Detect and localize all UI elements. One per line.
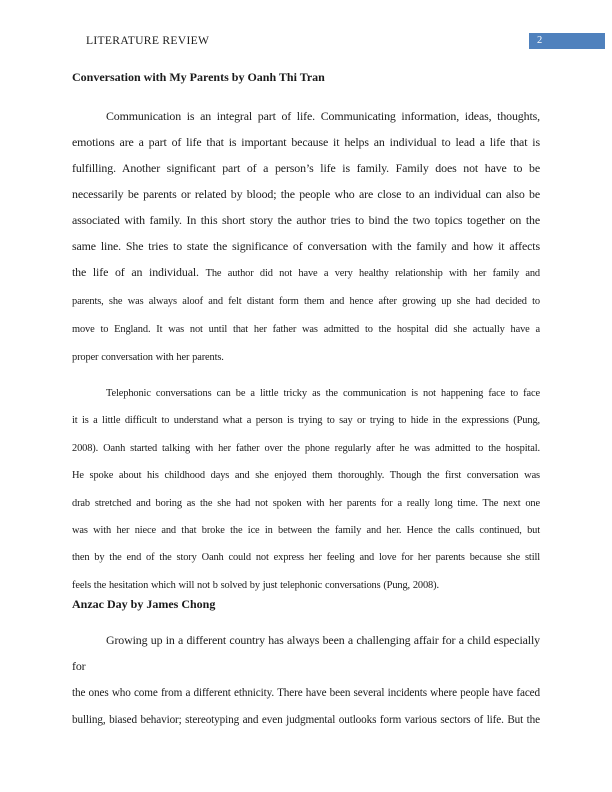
text-line: [72, 434, 540, 461]
text-segment: associated with family. In this short story the author tries to bind the two topics together on the: [72, 213, 540, 227]
text-line: [72, 207, 540, 233]
running-head: LITERATURE REVIEW: [86, 34, 210, 47]
page-number-box: [529, 33, 605, 49]
text-segment: Telephonic conversations can be a little tricky as the communication is not happening face to face: [106, 388, 540, 399]
text-line: [72, 706, 540, 733]
text-segment: drab stretched and boring as the she had not spoken with her parents for a really long time. The next one: [72, 497, 540, 509]
text-segment: move to England. It was not until that her father was admitted to the hospital did she actually have a: [72, 324, 540, 335]
text-line: [72, 679, 540, 706]
text-segment: parents, she was always aloof and felt distant form them and hence after growing up she had decided to: [72, 296, 540, 307]
text-segment: Growing up in a different country has always been a challenging affair for a child especially for: [72, 633, 540, 673]
text-line: [72, 315, 540, 343]
text-segment: then by the end of the story Oanh could not express her feeling and love for her parents because she still: [72, 552, 540, 564]
text-line: [72, 627, 540, 679]
paragraph: [72, 627, 540, 733]
text-line: [72, 489, 540, 516]
text-segment: was with her niece and that broke the ice in between the family and her. Hence the calls continued, but: [72, 525, 540, 537]
text-line: [72, 129, 540, 155]
text-segment: Communication is an integral part of life. Communicating information, ideas, thoughts,: [106, 109, 540, 123]
text-line: [72, 343, 540, 371]
text-segment: fulfilling. Another significant part of a person’s life is family. Family does not have to be: [72, 161, 540, 175]
section-heading: Anzac Day by James Chong: [72, 597, 216, 611]
text-segment: same line. She tries to state the significance of conversation with the family and how it affects: [72, 239, 540, 253]
text-segment: necessarily be parents or related by blood; the people who are close to an individual can also be: [72, 187, 540, 201]
text-segment: bulling, biased behavior; stereotyping and even judgmental outlooks form various sectors of life. But the: [72, 714, 540, 726]
text-segment: emotions are a part of life that is important because it helps an individual to lead a life that is: [72, 135, 540, 149]
text-segment: it is a little difficult to understand what a person is trying to say or trying to hide in the expressions (Pung,: [72, 415, 540, 427]
text-segment: the life of an individual.: [72, 265, 206, 279]
text-segment: proper conversation with her parents.: [72, 352, 224, 363]
text-line: [72, 181, 540, 207]
paragraph: [72, 103, 540, 371]
text-line: [72, 103, 540, 129]
paragraph: [72, 379, 540, 598]
text-line: [72, 233, 540, 259]
text-line: [72, 543, 540, 570]
text-segment: the ones who come from a different ethnicity. There have been several incidents where people have faced: [72, 687, 540, 699]
text-line: [72, 155, 540, 181]
text-line: [72, 287, 540, 315]
text-line: [72, 259, 540, 287]
section-heading: Conversation with My Parents by Oanh Thi Tran: [72, 70, 325, 84]
text-line: [72, 571, 540, 598]
text-segment: The author did not have a very healthy relationship with her family and: [205, 268, 540, 279]
text-segment: 2008). Oanh started talking with her father over the phone regularly after he was admitted to the hospital.: [72, 442, 540, 454]
text-segment: feels the hesitation which will not b solved by just telephonic conversations (Pung, 2008).: [72, 579, 439, 591]
text-line: [72, 516, 540, 543]
page-number: 2: [537, 35, 543, 46]
text-line: [72, 379, 540, 406]
text-line: [72, 461, 540, 488]
text-line: [72, 406, 540, 433]
text-segment: He spoke about his childhood days and she enjoyed them thoroughly. Though the first conversation was: [72, 470, 540, 482]
